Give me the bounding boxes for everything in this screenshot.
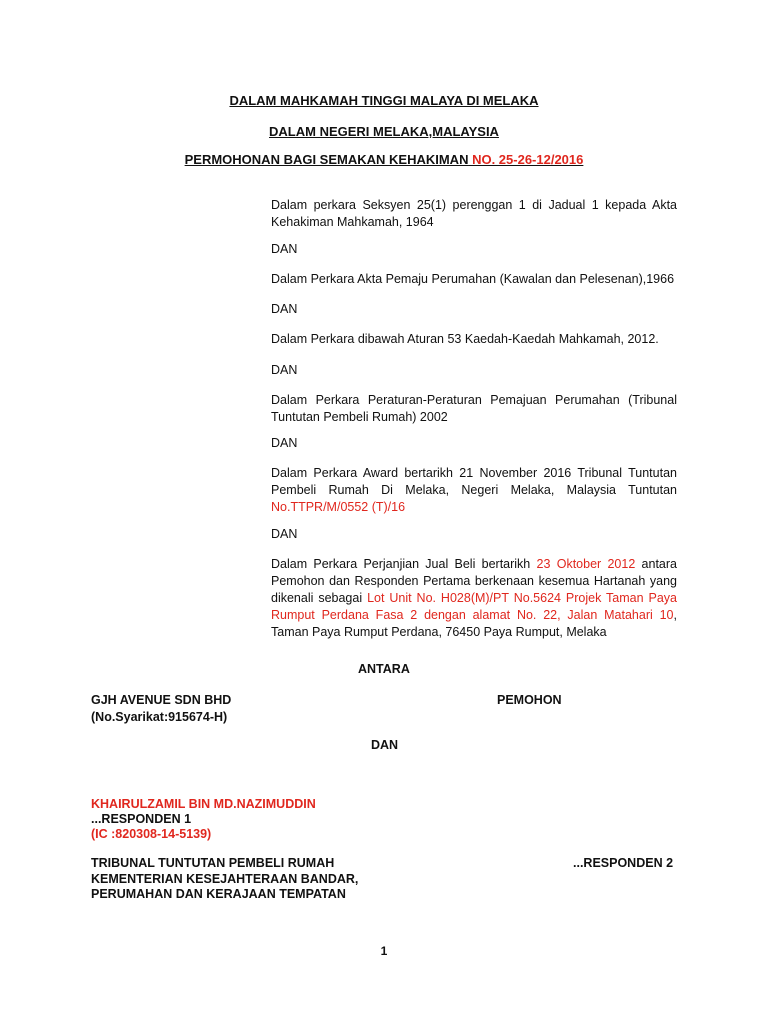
- clause-3: Dalam Perkara dibawah Aturan 53 Kaedah-Kaedah Mahkamah, 2012.: [271, 332, 659, 346]
- respondent-2-name-line1: TRIBUNAL TUNTUTAN PEMBELI RUMAH: [91, 856, 335, 870]
- respondent-2-name-line3: PERUMAHAN DAN KERAJAAN TEMPATAN: [91, 887, 346, 901]
- clause-6: [271, 556, 677, 641]
- dan-separator: DAN: [271, 363, 298, 377]
- clause-6-text-b: antara Pemohon dan Responden Pertama berkenaan kesemua Hartanah yang dikenali sebagai: [271, 557, 677, 605]
- respondent-2-name-line2: KEMENTERIAN KESEJAHTERAAN BANDAR,: [91, 872, 359, 886]
- applicant-registration: (No.Syarikat:915674-H): [91, 710, 228, 724]
- applicant-role: PEMOHON: [497, 693, 562, 707]
- clause-4: Dalam Perkara Peraturan-Peraturan Pemajuan Perumahan (Tribunal Tuntutan Pembeli Rumah) 2002: [271, 393, 677, 424]
- court-heading: DALAM MAHKAMAH TINGGI MALAYA DI MELAKA: [229, 93, 539, 108]
- respondent-1-name: KHAIRULZAMIL BIN MD.NAZIMUDDIN: [91, 797, 316, 811]
- clause-6-text-c: , Taman Paya Rumput Perdana, 76450 Paya Rumput, Melaka: [271, 608, 677, 639]
- jurisdiction-heading: DALAM NEGERI MELAKA,MALAYSIA: [269, 124, 499, 139]
- tribunal-claim-number: No.TTPR/M/0552 (T)/16: [271, 500, 406, 514]
- dan-separator: DAN: [271, 302, 298, 316]
- clause-2: Dalam Perkara Akta Pemaju Perumahan (Kawalan dan Pelesenan),1966: [271, 272, 675, 286]
- applicant-name: GJH AVENUE SDN BHD: [91, 693, 232, 707]
- dan-parties-separator: DAN: [371, 738, 399, 752]
- dan-separator: DAN: [271, 436, 298, 450]
- application-title: PERMOHONAN BAGI SEMAKAN KEHAKIMAN: [184, 152, 469, 167]
- clause-5: [271, 465, 677, 516]
- clause-6-text-a: Dalam Perkara Perjanjian Jual Beli bertarikh: [271, 557, 537, 571]
- case-number: NO. 25-26-12/2016: [468, 152, 584, 167]
- dan-separator: DAN: [271, 242, 298, 256]
- dan-separator: DAN: [271, 527, 298, 541]
- respondent-1-role: ...RESPONDEN 1: [91, 812, 192, 826]
- respondent-1-ic: (IC :820308-14-5139): [91, 827, 212, 841]
- respondent-2-role: ...RESPONDEN 2: [573, 856, 674, 870]
- application-heading: [0, 152, 768, 167]
- agreement-date: 23 Oktober 2012: [536, 557, 636, 571]
- clause-5-text: Dalam Perkara Award bertarikh 21 November 2016 Tribunal Tuntutan Pembeli Rumah Di Melaka, Negeri Melaka, Malaysia Tuntutan: [271, 466, 677, 497]
- property-lot-address: Lot Unit No. H028(M)/PT No.5624 Projek Taman Paya Rumput Perdana Fasa 2 dengan alamat No. 22, Jalan Matahari 10: [271, 591, 678, 622]
- clause-1: Dalam perkara Seksyen 25(1) perenggan 1 di Jadual 1 kepada Akta Kehakiman Mahkamah, 1964: [271, 198, 677, 229]
- page-number: 1: [380, 944, 388, 958]
- antara-label: ANTARA: [358, 662, 410, 676]
